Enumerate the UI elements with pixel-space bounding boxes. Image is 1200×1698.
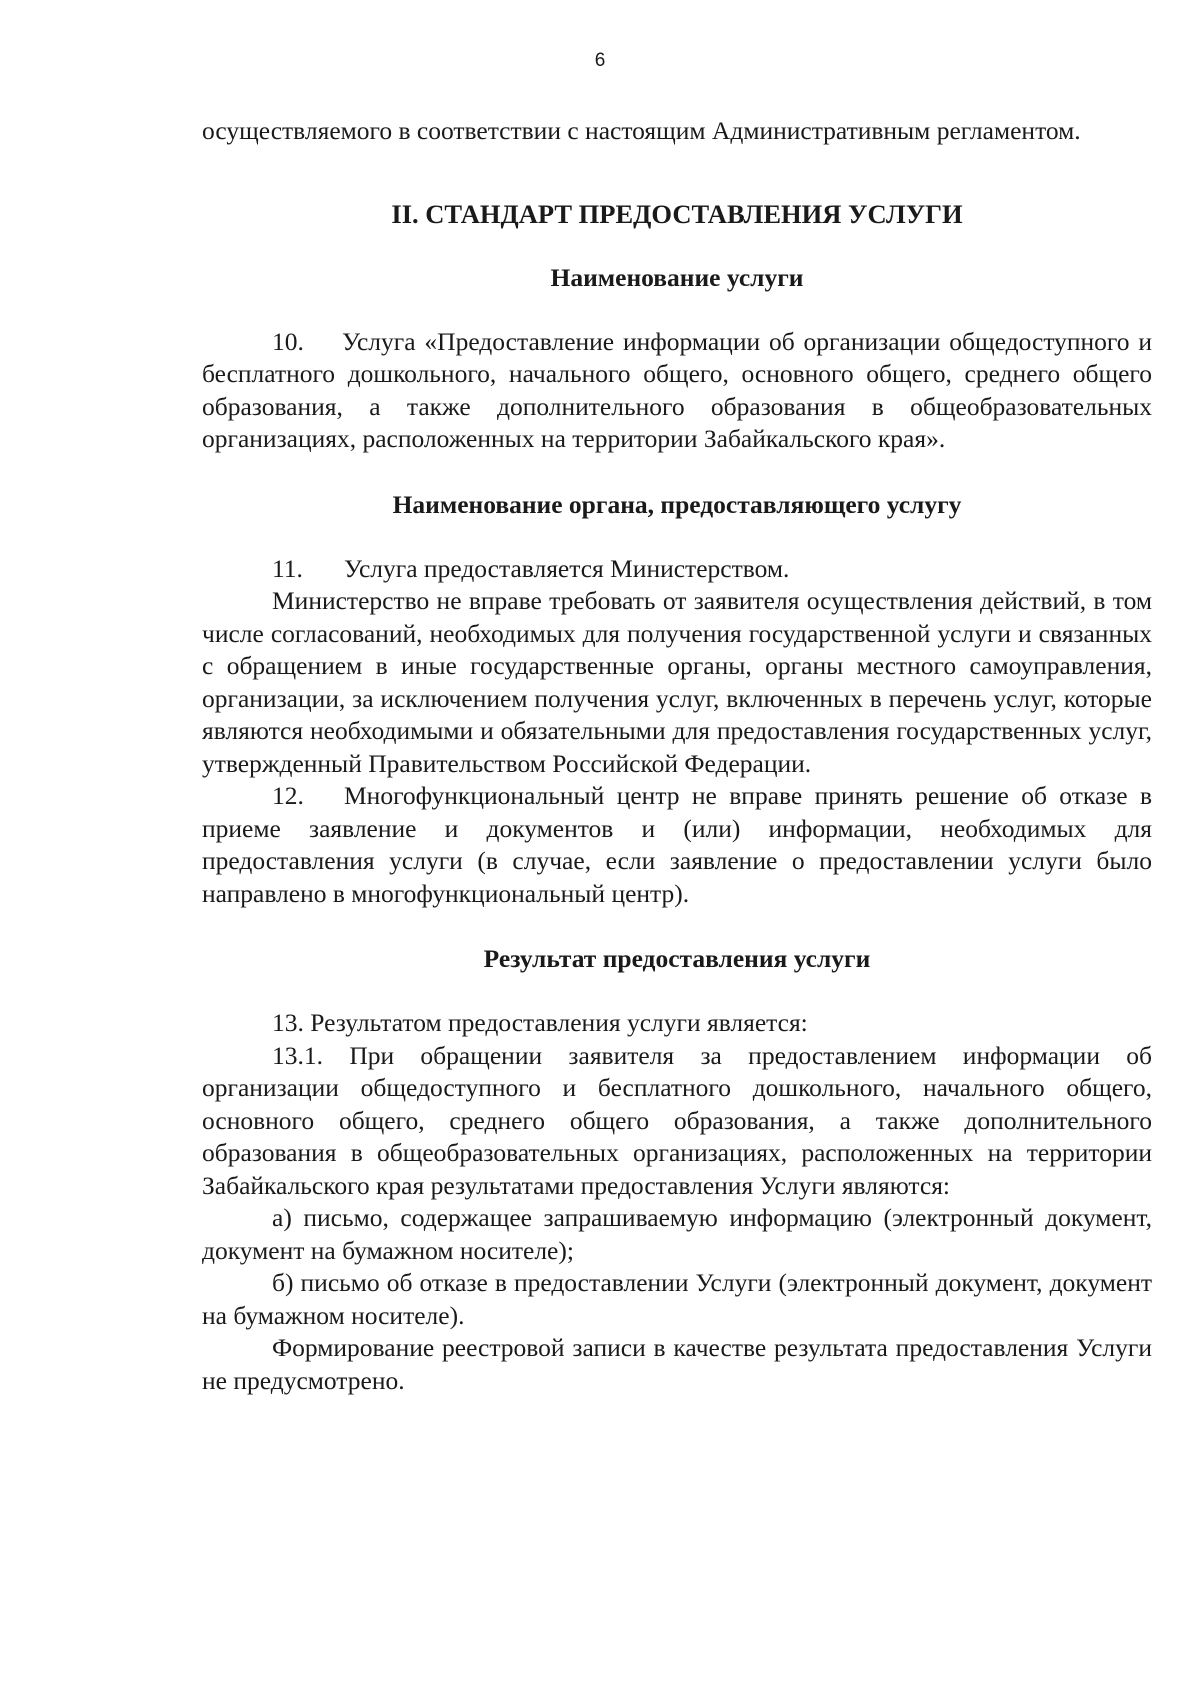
paragraph-13-final: Формирование реестровой записи в качестве результата предоставления Услуги не предусмотрено. <box>202 1333 1152 1395</box>
paragraph-11 <box>202 553 1152 586</box>
heading-result: Результат предоставления услуги <box>483 944 871 973</box>
paragraph-13-1: 13.1. При обращении заявителя за предоставлением информации об организации общедоступного и бесплатного дошкольного, начального общего, основного общего, среднего общего образования, а также дополнительного образования в общеобразовательных организациях, расположенных на территории Забайкальского края результатами предоставления Услуги являются: <box>202 1040 1152 1200</box>
paragraph-text: Услуга предоставляется Министерством. <box>344 553 790 583</box>
heading-service-name: Наименование услуги <box>550 262 804 292</box>
page-number: 6 <box>594 50 606 71</box>
paragraph-12 <box>202 780 1152 910</box>
document-body <box>202 115 1152 1397</box>
continuation-paragraph: осуществляемого в соответствии с настоящим Административным регламентом. <box>202 116 1081 145</box>
list-item-b: б) письмо об отказе в предоставлении Услуги (электронный документ, документ на бумажном носителе). <box>202 1268 1152 1330</box>
paragraph-10 <box>202 326 1152 456</box>
paragraph-11-continued: Министерство не вправе требовать от заявителя осуществления действий, в том числе согласований, необходимых для получения государственной услуги и связанных с обращением в иные государственные органы, органы местного самоуправления, организации, за исключением получения услуг, включенных в перечень услуг, которые являются необходимыми и обязательными для предоставления государственных услуг, утвержденный Правительством Российской Федерации. <box>202 586 1152 778</box>
paragraph-number: 11. <box>272 553 303 583</box>
paragraph-number: 12. <box>272 781 304 810</box>
heading-authority: Наименование органа, предоставляющего услугу <box>392 489 962 519</box>
paragraph-text: Многофункциональный центр не вправе принять решение об отказе в приеме заявление и документов и (или) информации, необходимых для предоставления услуги (в случае, если заявление о предоставлении услуги было направлено в многофункциональный центр). <box>202 781 1152 908</box>
list-item-a: а) письмо, содержащее запрашиваемую информацию (электронный документ, документ на бумажном носителе); <box>202 1203 1152 1265</box>
paragraph-text: Услуга «Предоставление информации об организации общедоступного и бесплатного дошкольного, начального общего, основного общего, среднего общего образования, а также дополнительного образования в общеобразовательных организациях, расположенных на территории Забайкальского края». <box>202 326 1152 453</box>
paragraph-13: 13. Результатом предоставления услуги является: <box>272 1008 808 1037</box>
paragraph-number: 10. <box>272 326 304 356</box>
section-title: II. СТАНДАРТ ПРЕДОСТАВЛЕНИЯ УСЛУГИ <box>391 198 963 229</box>
